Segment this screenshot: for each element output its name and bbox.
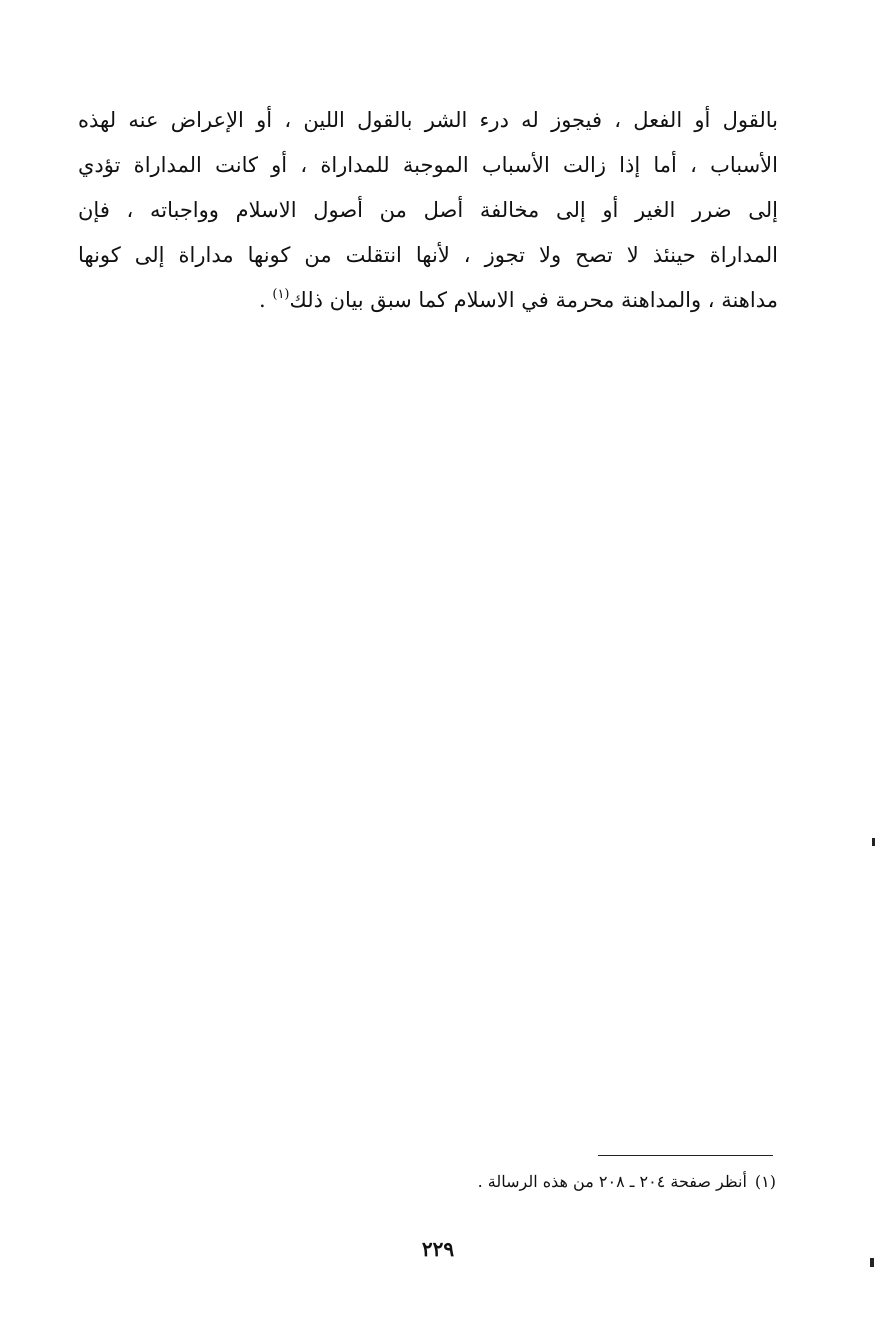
text-line: إلى ضرر الغير أو إلى مخالفة أصل من أصول الاسلام وواجباته ، فإن: [78, 198, 778, 222]
scan-speck: [870, 1258, 874, 1267]
scan-speck: [872, 838, 875, 846]
text-line: بالقول أو الفعل ، فيجوز له درء الشر بالقول اللين ، أو الإعراض عنه لهذه: [78, 108, 778, 132]
closing-punctuation: .: [259, 288, 273, 312]
page-number: ٢٢٩: [421, 1237, 455, 1261]
footnote-reference[interactable]: (١): [272, 287, 290, 302]
text-line-last: [78, 278, 778, 323]
body-paragraph: [78, 98, 778, 323]
text-line-content: مداهنة ، والمداهنة محرمة في الاسلام كما سبق بيان ذلك: [289, 288, 778, 312]
text-line: الأسباب ، أما إذا زالت الأسباب الموجبة للمداراة ، أو كانت المداراة تؤدي: [78, 153, 778, 177]
footnote-separator: [598, 1155, 773, 1156]
text-line: المداراة حينئذ لا تصح ولا تجوز ، لأنها انتقلت من كونها مداراة إلى كونها: [78, 243, 778, 267]
footnote-text: أنظر صفحة ٢٠٤ ـ ٢٠٨ من هذه الرسالة .: [477, 1172, 747, 1191]
footnote: [300, 1168, 776, 1196]
footnote-marker: (١): [754, 1172, 776, 1191]
